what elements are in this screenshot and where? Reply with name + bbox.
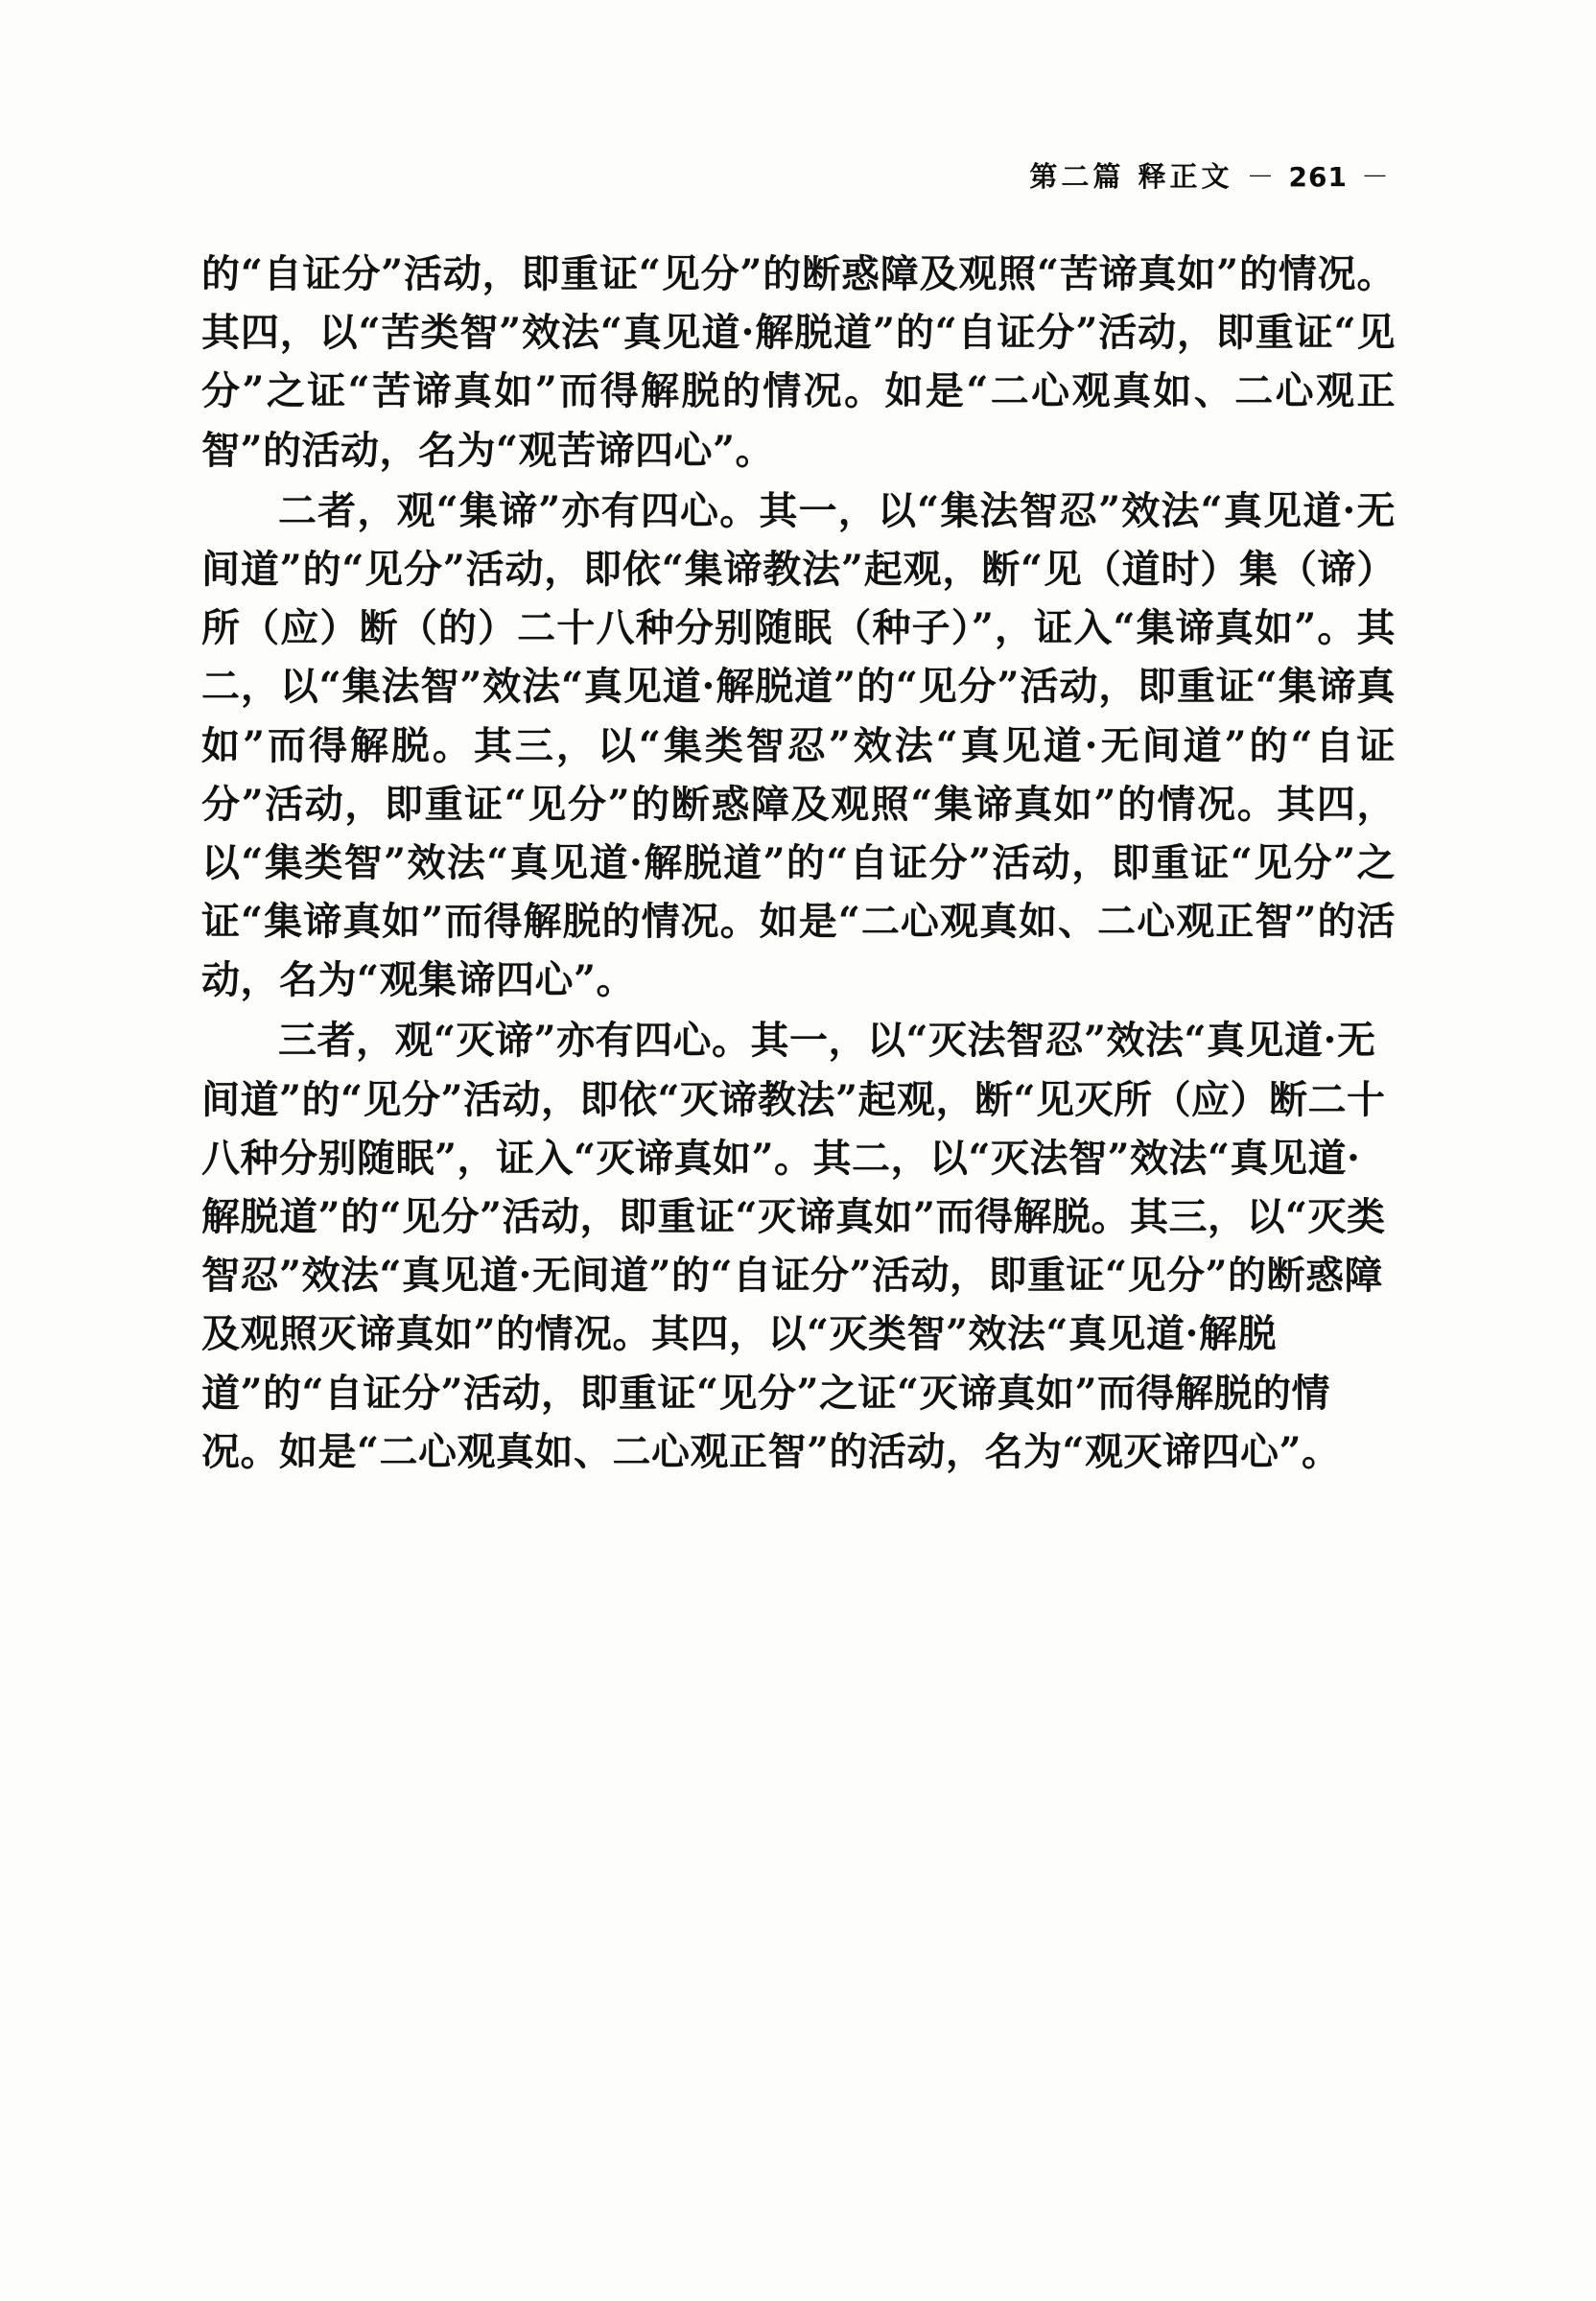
header-section-title: 第二篇 释正文 (1029, 160, 1233, 193)
page-header (1029, 155, 1390, 195)
header-dash-left: － (1246, 160, 1276, 193)
page-body (201, 245, 1396, 1483)
paragraph: 二者，观“集谛”亦有四心。其一，以“集法智忍”效法“真见道·无间道”的“见分”活动，即依“集谛教法”起观，断“见（道时）集（谛）所（应）断（的）二十八种分别随眠（种子）”，证入“集谛真如”。其二，以“集法智”效法“真见道·解脱道”的“见分”活动，即重证“集谛真如”而得解脱。其三，以“集类智忍”效法“真见道·无间道”的“自证分”活动，即重证“见分”的断惑障及观照“集谛真如”的情况。其四，以“集类智”效法“真见道·解脱道”的“自证分”活动，即重证“见分”之证“集谛真如”而得解脱的情况。如是“二心观真如、二心观正智”的活动，名为“观集谛四心”。 (201, 487, 1396, 1003)
paragraph: 三者，观“灭谛”亦有四心。其一，以“灭法智忍”效法“真见道·无间道”的“见分”活动，即依“灭谛教法”起观，断“见灭所（应）断二十八种分别随眠”，证入“灭谛真如”。其二，以“灭法智”效法“真见道·解脱道”的“见分”活动，即重证“灭谛真如”而得解脱。其三，以“灭类智忍”效法“真见道·无间道”的“自证分”活动，即重证“见分”的断惑障及观照灭谛真如”的情况。其四，以“灭类智”效法“真见道·解脱道”的“自证分”活动，即重证“见分”之证“灭谛真如”而得解脱的情况。如是“二心观真如、二心观正智”的活动，名为“观灭谛四心”。 (201, 1018, 1386, 1474)
header-dash-right: － (1360, 160, 1390, 193)
page-number: 261 (1288, 161, 1348, 193)
paragraph: 的“自证分”活动，即重证“见分”的断惑障及观照“苦谛真如”的情况。其四，以“苦类智”效法“真见道·解脱道”的“自证分”活动，即重证“见分”之证“苦谛真如”而得解脱的情况。如是“二心观真如、二心观正智”的活动，名为“观苦谛四心”。 (201, 251, 1396, 473)
